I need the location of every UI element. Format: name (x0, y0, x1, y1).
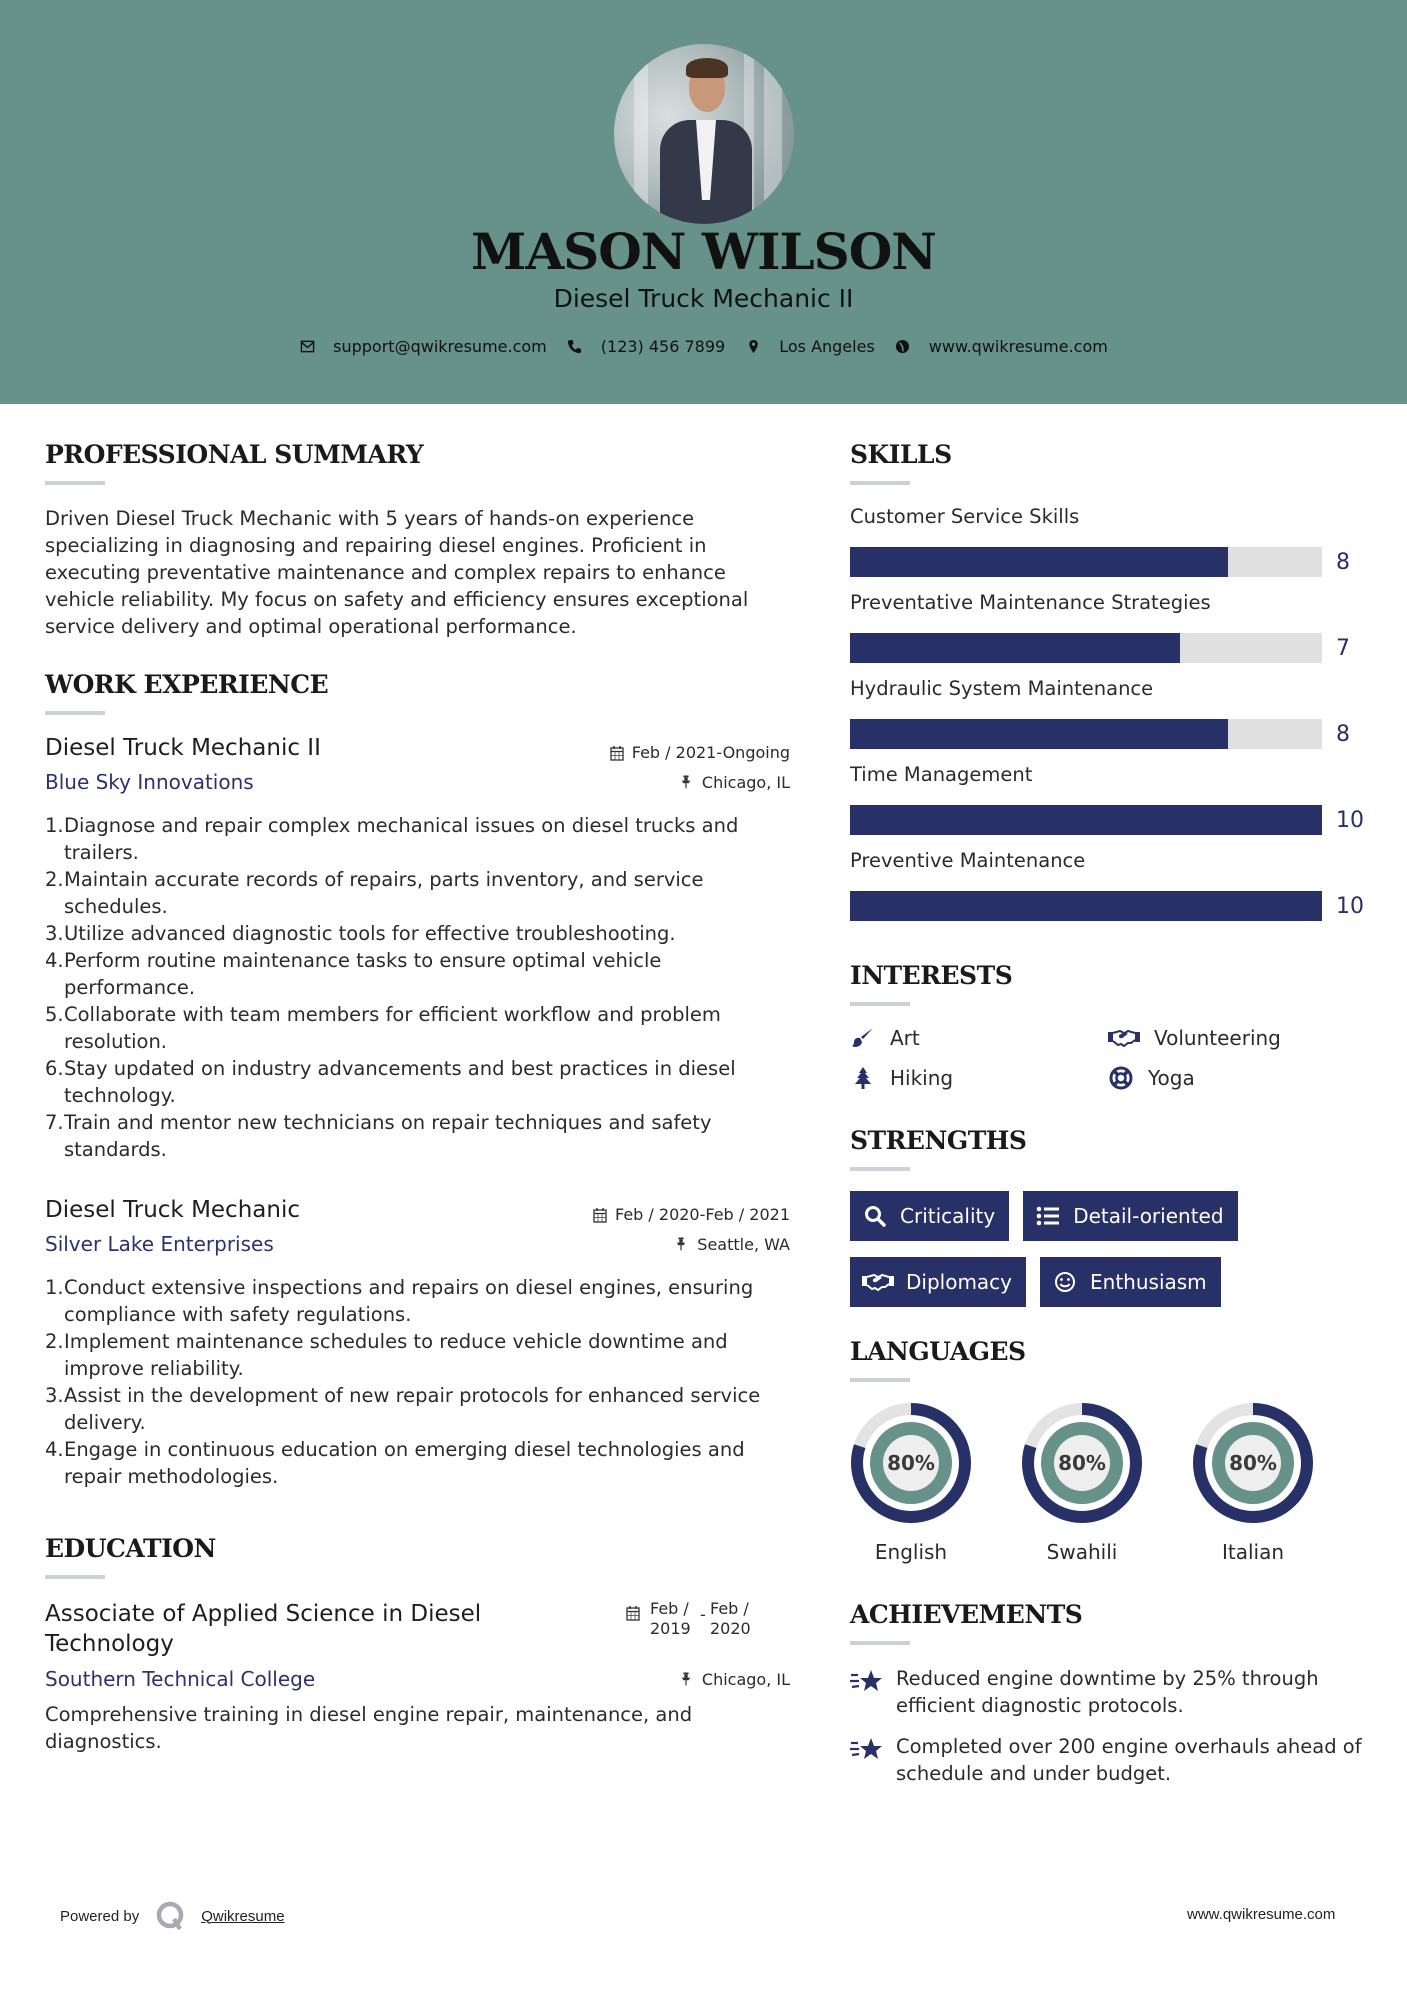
job-duties (45, 812, 790, 1163)
skill-bar (850, 891, 1322, 921)
skill-label: Customer Service Skills (850, 505, 1080, 528)
job-dates-text: Feb / 2020-Feb / 2021 (615, 1205, 790, 1224)
section-title: PROFESSIONAL SUMMARY (45, 440, 424, 469)
profile-photo (614, 44, 794, 224)
photo-bg-stripe (764, 44, 782, 224)
calendar-icon (593, 1207, 607, 1223)
skill-item (850, 849, 1370, 935)
pushpin-icon (680, 1671, 694, 1687)
job-entry (45, 1197, 790, 1490)
interest-item (850, 1066, 1108, 1090)
section-divider (850, 1641, 910, 1645)
job-role: Diesel Truck Mechanic II (45, 735, 321, 761)
strengths-section (850, 1126, 1370, 1307)
skill-bar-fill (850, 719, 1228, 749)
handshake-icon (862, 1271, 894, 1293)
left-column (45, 440, 790, 1755)
date-separator: - (700, 1605, 706, 1624)
skill-value: 10 (1336, 893, 1364, 919)
list-icon (1035, 1205, 1061, 1227)
search-icon (862, 1205, 888, 1227)
interest-label: Art (890, 1026, 920, 1050)
strength-label: Enthusiasm (1090, 1270, 1207, 1294)
duty-item: 3. Assist in the development of new repair protocols for enhanced service delivery. (45, 1384, 761, 1434)
skill-bar-fill (850, 891, 1322, 921)
strength-chip (850, 1191, 1009, 1241)
map-marker-icon (745, 339, 761, 355)
skill-label: Preventative Maintenance Strategies (850, 591, 1211, 614)
summary-text: Driven Diesel Truck Mechanic with 5 years of hands-on experience specializing in diagnosing and repairing diesel engines. Proficient in executing preventative maintenance and complex repairs to enhance vehicle reliability. My focus on safety and efficiency ensures exceptional service delivery and optimal operational performance. (45, 507, 749, 638)
calendar-icon (610, 745, 624, 761)
duty-item: 2. Maintain accurate records of repairs, parts inventory, and service schedules. (45, 868, 704, 918)
language-item (850, 1402, 1021, 1564)
section-title: LANGUAGES (850, 1337, 1026, 1366)
education-start: Feb / 2019 (650, 1599, 691, 1638)
education-dates (626, 1599, 760, 1639)
calendar-icon (626, 1605, 640, 1621)
section-divider (45, 711, 105, 715)
interest-item (1108, 1066, 1366, 1090)
section-divider (850, 1167, 910, 1171)
skill-value: 8 (1336, 549, 1350, 575)
strength-label: Diplomacy (906, 1270, 1013, 1294)
degree-name: Associate of Applied Science in Diesel Technology (45, 1601, 482, 1657)
section-divider (850, 1378, 910, 1382)
pushpin-icon (680, 774, 694, 790)
interest-label: Hiking (890, 1066, 954, 1090)
section-title: SKILLS (850, 440, 952, 469)
resume-header (0, 0, 1407, 404)
skill-item (850, 763, 1370, 849)
section-title: ACHIEVEMENTS (850, 1600, 1083, 1629)
job-duties (45, 1274, 790, 1490)
school-name: Southern Technical College (45, 1667, 316, 1691)
skill-bar-fill (850, 805, 1322, 835)
duty-item: 5. Collaborate with team members for efficient workflow and problem resolution. (45, 1003, 721, 1053)
job-dates (593, 1205, 790, 1224)
section-divider (850, 481, 910, 485)
skills-section (850, 440, 1370, 935)
qwikresume-logo-icon (155, 1900, 187, 1932)
section-divider (45, 1575, 105, 1579)
achievement-item (850, 1665, 1370, 1719)
achievement-text: Reduced engine downtime by 25% through efficient diagnostic protocols. (896, 1667, 1319, 1717)
duty-item: 3. Utilize advanced diagnostic tools for effective troubleshooting. (45, 922, 676, 945)
skill-label: Hydraulic System Maintenance (850, 677, 1154, 700)
interest-item (1108, 1026, 1366, 1050)
education-end: Feb / 2020 (710, 1599, 751, 1638)
job-location (675, 1235, 790, 1254)
strength-label: Detail-oriented (1073, 1204, 1224, 1228)
job-location-text: Chicago, IL (701, 772, 790, 792)
skill-bar (850, 547, 1322, 577)
skill-bar (850, 633, 1322, 663)
language-percent: 80% (887, 1451, 935, 1475)
interests-section (850, 961, 1370, 1090)
smile-icon (1052, 1271, 1078, 1293)
language-progress-ring (1021, 1402, 1143, 1524)
skill-bar-fill (850, 547, 1228, 577)
language-name: Swahili (1046, 1540, 1118, 1564)
contact-email-text: support@qwikresume.com (333, 337, 547, 356)
footer-powered-by (60, 1900, 285, 1932)
interest-item (850, 1026, 1108, 1050)
education-location (680, 1670, 790, 1689)
strength-label: Criticality (900, 1204, 996, 1228)
section-title: WORK EXPERIENCE (45, 670, 329, 699)
photo-hair (686, 58, 728, 78)
skill-bar-fill (850, 633, 1180, 663)
languages-section (850, 1337, 1370, 1564)
contact-website[interactable] (895, 337, 1108, 356)
skill-value: 7 (1336, 635, 1350, 661)
interest-label: Yoga (1148, 1066, 1195, 1090)
contact-website-text: www.qwikresume.com (928, 337, 1108, 356)
language-name: English (874, 1540, 948, 1564)
contact-location (745, 337, 875, 356)
contact-email[interactable] (299, 337, 547, 356)
section-title: STRENGTHS (850, 1126, 1027, 1155)
shooting-star-icon (850, 1735, 884, 1765)
summary-section (45, 440, 790, 640)
duty-item: 4. Engage in continuous education on emerging diesel technologies and repair methodologies. (45, 1438, 745, 1488)
skill-value: 8 (1336, 721, 1350, 747)
language-progress-ring (1192, 1402, 1314, 1524)
paintbrush-icon (850, 1026, 876, 1050)
language-name: Italian (1221, 1540, 1285, 1564)
language-percent: 80% (1058, 1451, 1106, 1475)
right-column (850, 440, 1370, 1801)
duty-item: 7. Train and mentor new technicians on repair techniques and safety standards. (45, 1111, 712, 1161)
skill-item (850, 677, 1370, 763)
qwikresume-link[interactable]: Qwikresume (201, 1907, 285, 1925)
phone-icon (567, 339, 583, 355)
company-name: Silver Lake Enterprises (45, 1232, 274, 1256)
photo-bg-stripe (634, 44, 648, 224)
handshake-icon (1108, 1026, 1140, 1050)
language-item (1021, 1402, 1192, 1564)
section-divider (850, 1002, 910, 1006)
section-title: INTERESTS (850, 961, 1013, 990)
contact-phone-text: (123) 456 7899 (600, 337, 726, 356)
section-divider (45, 481, 105, 485)
duty-item: 2. Implement maintenance schedules to reduce vehicle downtime and improve reliability. (45, 1330, 728, 1380)
contact-bar (0, 337, 1407, 356)
skill-bar (850, 719, 1322, 749)
section-title: EDUCATION (45, 1534, 216, 1563)
achievement-item (850, 1733, 1370, 1787)
candidate-name: MASON WILSON (471, 222, 936, 281)
skill-label: Preventive Maintenance (850, 849, 1086, 872)
candidate-title: Diesel Truck Mechanic II (553, 284, 854, 313)
duty-item: 1. Diagnose and repair complex mechanical issues on diesel trucks and trailers. (45, 814, 739, 864)
envelope-icon (299, 339, 315, 355)
contact-location-text: Los Angeles (779, 337, 875, 356)
achievements-section (850, 1600, 1370, 1787)
skill-item (850, 505, 1370, 591)
skill-value: 10 (1336, 807, 1364, 833)
experience-section (45, 670, 790, 1490)
job-entry (45, 735, 790, 1163)
language-progress-ring (850, 1402, 972, 1524)
footer-website-link[interactable]: www.qwikresume.com (1187, 1906, 1336, 1923)
job-dates-text: Feb / 2021-Ongoing (631, 743, 790, 762)
strength-chip (1040, 1257, 1221, 1307)
education-location-text: Chicago, IL (701, 1669, 790, 1689)
company-name: Blue Sky Innovations (45, 770, 254, 794)
duty-item: 6. Stay updated on industry advancements and best practices in diesel technology. (45, 1057, 736, 1107)
powered-by-label: Powered by (60, 1907, 140, 1925)
strength-chip (850, 1257, 1026, 1307)
shooting-star-icon (850, 1667, 884, 1697)
job-dates (610, 743, 790, 762)
skill-item (850, 591, 1370, 677)
job-role: Diesel Truck Mechanic (45, 1197, 300, 1223)
duty-item: 1. Conduct extensive inspections and repairs on diesel engines, ensuring compliance with safety regulations. (45, 1276, 754, 1326)
contact-phone[interactable] (567, 337, 725, 356)
life-ring-icon (1108, 1066, 1134, 1090)
language-item (1192, 1402, 1363, 1564)
interest-label: Volunteering (1154, 1026, 1281, 1050)
language-percent: 80% (1229, 1451, 1277, 1475)
tree-icon (850, 1066, 876, 1090)
achievement-text: Completed over 200 engine overhauls ahead of schedule and under budget. (896, 1735, 1362, 1785)
duty-item: 4. Perform routine maintenance tasks to ensure optimal vehicle performance. (45, 949, 662, 999)
strength-chip (1023, 1191, 1237, 1241)
education-description: Comprehensive training in diesel engine repair, maintenance, and diagnostics. (45, 1703, 693, 1753)
pushpin-icon (675, 1236, 689, 1252)
job-location (680, 773, 790, 792)
globe-icon (895, 339, 911, 355)
job-location-text: Seattle, WA (697, 1234, 790, 1254)
skill-label: Time Management (850, 763, 1033, 786)
education-section (45, 1534, 790, 1755)
skill-bar (850, 805, 1322, 835)
